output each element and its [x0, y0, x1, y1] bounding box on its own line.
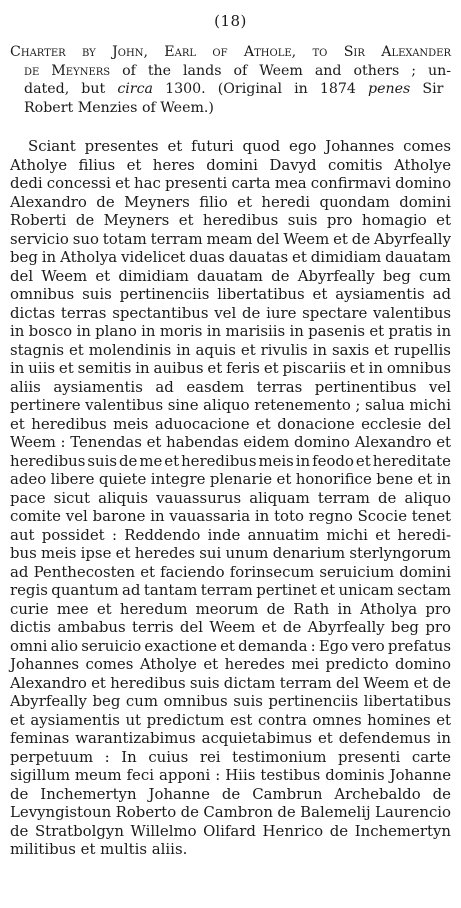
text-line: omnibus suis pertinenciis libertatibus et aysiamentis ad — [10, 285, 452, 303]
text-line: servicio suo totam terram meam del Weem et de Abyrfeally — [10, 229, 451, 248]
text-line: pace sicut aliquis vauassurus aliquam terram de aliquo — [10, 488, 451, 507]
text-line: de Inchemertyn Johanne de Cambrun Archebaldo de — [10, 784, 451, 803]
text-line: Johannes comes Atholye et heredes mei predicto domino — [10, 655, 451, 673]
text-line: Levyngistoun Roberto de Cambron de Balemelij Laurencio — [10, 803, 452, 821]
text-line: Roberti de Meyners et heredibus suis pro homagio et — [10, 211, 451, 229]
heading-text-run: circa — [117, 81, 153, 97]
text-line: stagnis et molendinis in aquis et rivulis in saxis et rupellis — [10, 340, 451, 359]
text-line: comite vel barone in vauassaria in toto regno Scocie tenet — [10, 507, 451, 525]
text-line: ad Penthecosten et faciendo forinsecum seruicium domini — [10, 562, 451, 581]
text-line: in uiis et semitis in auibus et feris et piscariis et in omnibus — [10, 359, 452, 377]
text-line: curie mee et heredum meorum de Rath in Atholya pro — [10, 599, 451, 618]
text-line: beg in Atholya videlicet duas dauatas et dimidiam dauatam — [10, 248, 452, 266]
page-number: (18) — [214, 12, 247, 30]
text-line: Alexandro de Meyners filio et heredi quondam domini — [10, 192, 451, 211]
text-line: et heredibus meis aduocacione et donacione ecclesie del — [10, 414, 451, 433]
heading-text-run: 1300. (Original in 1874 — [152, 81, 369, 97]
text-line: aut possidet : Reddendo inde annuatim michi et heredi- — [10, 525, 452, 544]
heading-text-run: de Meyners — [24, 62, 111, 79]
text-line: Abyrfeally beg cum omnibus suis pertinenciis libertatibus — [10, 692, 451, 710]
text-line: Weem : Tenendas et habendas eidem domino Alexandro et — [10, 433, 452, 451]
text-line: sigillum meum feci apponi : Hiis testibus dominis Johanne — [10, 766, 452, 784]
text-line: regis quantum ad tantam terram pertinet et unicam sectam — [10, 581, 452, 599]
heading-text-run: penes — [368, 81, 411, 97]
text-line: pertinere valentibus sine aliquo retenemento ; salua michi — [10, 396, 451, 414]
heading-line — [10, 43, 451, 62]
charter-text — [10, 137, 451, 859]
text-line: omni alio seruicio exactione et demanda : Ego vero prefatus — [10, 636, 451, 655]
heading-text-run: Charter by John, Earl of Athole, to Sir Alexander — [10, 44, 452, 60]
text-line: bus meis ipse et heredes sui unum denarium sterlyngorum — [10, 544, 452, 562]
text-line: aliis aysiamentis ad easdem terras pertinentibus vel — [10, 377, 452, 396]
text-line: adeo libere quiete integre plenarie et honorifice bene et in — [10, 470, 452, 488]
text-line: dedi concessi et hac presenti carta mea confirmavi domino — [10, 174, 452, 192]
text-line: et aysiamentis ut predictum est contra omnes homines et — [10, 710, 452, 729]
heading-text-run: dated, but — [24, 81, 118, 97]
text-line: Alexandro et heredibus suis dictam terram del Weem et de — [10, 673, 451, 692]
text-line: dictis ambabus terris del Weem et de Abyrfeally beg pro — [10, 618, 451, 636]
charter-heading — [10, 43, 451, 117]
text-line: militibus et multis aliis. — [10, 840, 188, 858]
heading-text-run: of the lands of Weem and others ; un- — [110, 62, 452, 79]
heading-text-run: Sir — [410, 81, 444, 97]
text-line: de Stratbolgyn Willelmo Olifard Henrico de Inchemertyn — [10, 821, 451, 840]
text-line: del Weem et dimidiam dauatam de Abyrfeally beg cum — [10, 266, 451, 285]
heading-line — [10, 99, 451, 118]
heading-text-run: Robert Menzies of Weem.) — [24, 99, 214, 116]
heading-line — [10, 80, 451, 99]
heading-line — [10, 62, 451, 81]
text-line: perpetuum : In cuius rei testimonium presenti carte — [10, 747, 451, 766]
text-line: feminas warantizabimus acquietabimus et defendemus in — [10, 729, 451, 747]
text-line: Sciant presentes et futuri quod ego Johannes comes — [28, 137, 452, 155]
text-line: dictas terras spectantibus vel de iure spectare valentibus — [10, 303, 452, 322]
text-line: in bosco in plano in moris in marisiis in pasenis et pratis in — [10, 322, 452, 340]
text-line: heredibus suis de me et heredibus meis in feodo et hereditate — [10, 451, 451, 470]
text-line: Atholye filius et heres domini Davyd comitis Atholye — [10, 155, 452, 174]
